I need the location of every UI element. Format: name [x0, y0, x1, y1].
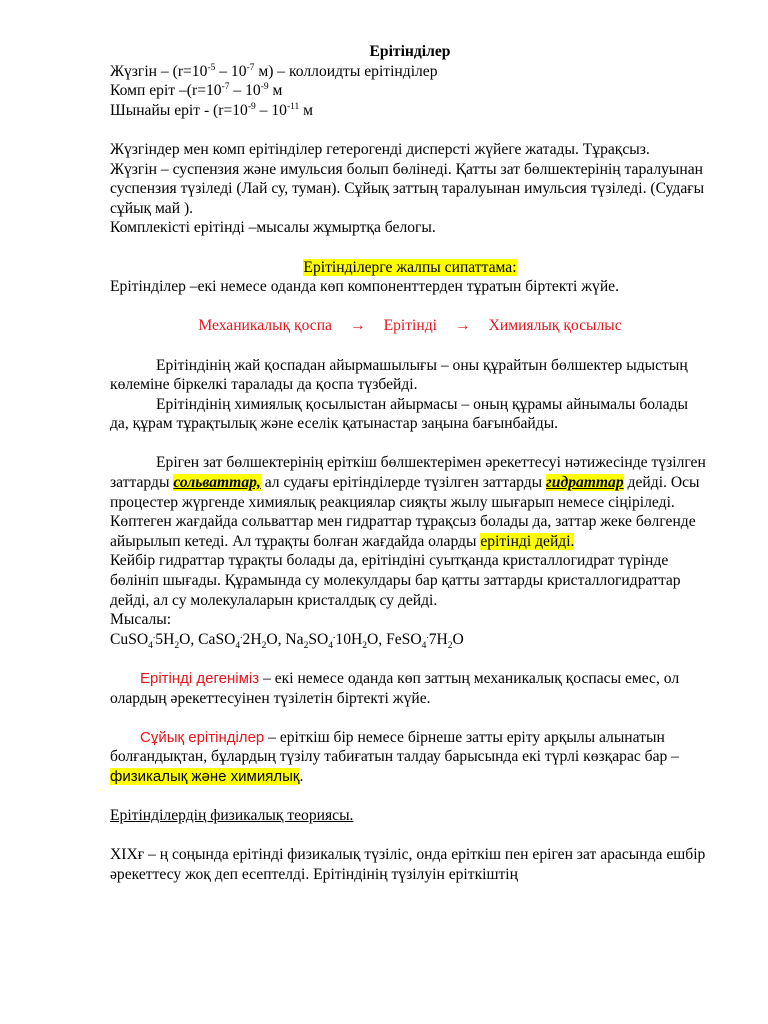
arrow-icon: → [455, 317, 471, 335]
definition-paragraph: Ерітінді дегеніміз – екі немесе оданда көп заттың механикалық қоспасы емес, ол олардың әрекеттесуінен түзілетін біртекті жүйе. [110, 670, 680, 707]
liquid-highlight: физикалық және химиялық [110, 767, 300, 785]
general-definition: Ерітінділер –екі немесе оданда көп компоненттерден тұратын біртекті жүйе. [110, 278, 619, 296]
scheme-middle: Ерітінді [383, 317, 437, 335]
classification-line-2: Комп ерiт $-(r=10^{-7} - 10^{-9}$ м [110, 82, 283, 100]
theory-paragraph: XIXғ – ң соңында ерітінді физикалық түзіліс, онда еріткіш пен еріген зат арасында ешбір әрекеттесу жоқ деп есептелді. Ерітіндінің түзілуін еріткіштің [110, 846, 706, 883]
intro-paragraph-3: Комплекiстi ерітінді –мысалы жұмыртқа белогы. [110, 219, 436, 237]
theory-heading: Ерітінділердің физикалық теориясы. [110, 807, 354, 825]
formula-line: $CuSO_4^.5H_2O$, $CaSO_4^.2H_2O$, $Na_2SO_4^.10H_2O$, $FeSO_4^.7H_2O$ [110, 630, 464, 651]
scheme-right: Химиялық қосылыс [488, 317, 622, 335]
arrow-icon: → [349, 317, 366, 335]
document-page [110, 42, 710, 885]
solvate-paragraph: Еріген зат бөлшектерінің еріткіш бөлшектерімен әрекеттесуі нәтижесінде түзілген заттарды сольваттар, ал судағы ерітінділерде түзілген заттарды гидраттар дейді. Осы процестер жүргенде химиялық реакциялар сияқты жылу шығарып немесе сіңіріледі. [110, 454, 706, 511]
scheme-line [110, 316, 710, 336]
intro-paragraph-2: Жүзгін – суспензия және имульсия болып бөлінеді. Қатты зат бөлшектерінің таралуынан суспензия түзіледі (Лай су, туман). Сұйық заттың таралуынан имульсия түзіледі. (Судағы сұйық май ). [110, 160, 705, 217]
general-heading: Ерітінділерге жалпы сипаттама: [303, 258, 517, 276]
examples-label: Мысалы: [110, 611, 172, 629]
definition-term: Ерітінді дегеніміз [140, 670, 260, 687]
intro-paragraph-1: Жүзгіндер мен комп ерітінділер гетерогенді дисперсті жүйеге жатады. Тұрақсыз. [110, 140, 650, 158]
classification-line-3: Шынайы ерiт - ($r=10^{-9} - 10^{-11}$ м [110, 101, 314, 119]
liquid-paragraph: Сұйық ерітінділер – еріткіш бір немесе бірнеше затты ерiту арқылы алынатын болғандықтан, бұлардың түзілу табиғатын талдау барысында екі түрлі көзқарас бар – физикалық және химиялық. [110, 728, 680, 785]
stability-paragraph: Көптеген жағдайда сольваттар мен гидраттар тұрақсыз болады да, заттар жеке бөлгенде айырылып кетеді. Ал тұрақты болған жағдайда оларды ерітінді дейді. [110, 513, 696, 550]
difference-paragraph-1: Ерітіндінің жай қоспадан айырмашылығы – оны құрайтын бөлшектер ыдыстың көлеміне біркелкі таралады да қоспа түзбейді. [110, 356, 688, 394]
stability-highlight: ерітінді дейді. [480, 532, 575, 550]
document-title: Ерітінділер [369, 43, 451, 60]
crystal-paragraph: Кейбір гидраттар тұрақты болады да, ерітіндіні суытқанда кристаллогидрат түрінде бөлініп шығады. Құрамында су молекулдары бар қатты заттарды кристаллогидраттар дейді, ал су молекулаларын кристалдық су дейді. [110, 552, 681, 609]
liquid-term: Сұйық ерітінділер [140, 728, 265, 746]
hydrate-term: гидраттар [546, 474, 624, 492]
scheme-left: Механикалық қоспа [198, 317, 332, 335]
classification-line-1: Жүзгін – ($r=10^{-5} - 10^{-7}$ м) – коллоидты ерітінділер [110, 62, 438, 80]
difference-paragraph-2: Ерітіндінің химиялық қосылыстан айырмасы – оның құрамы айнымалы болады да, құрам тұрақтылық және еселік қатынастар заңына бағынбайды. [110, 395, 688, 433]
general-heading-line [110, 258, 710, 278]
solvate-term: сольваттар, [173, 474, 261, 492]
